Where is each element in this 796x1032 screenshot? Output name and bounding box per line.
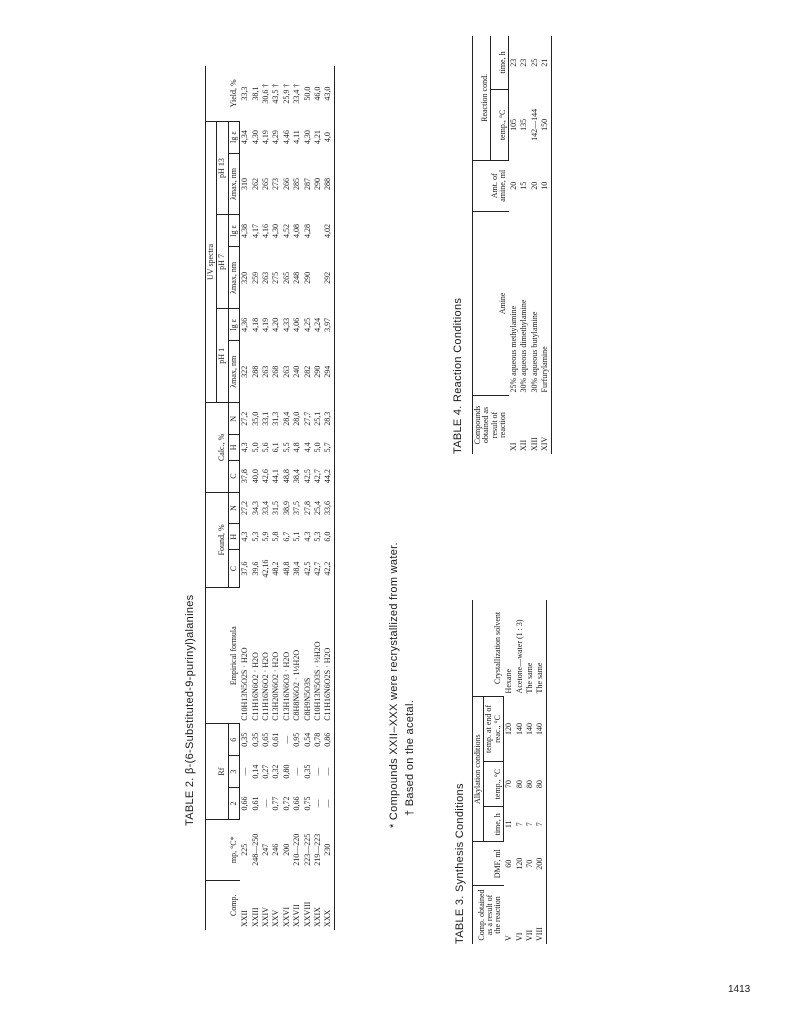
t4-cell-amt: 20 <box>509 181 519 190</box>
t2-cell-fc: 48,2 <box>271 561 281 576</box>
table3-caption: TABLE 3. Synthesis Conditions <box>454 783 466 944</box>
t3-row <box>535 600 546 944</box>
t3-solvent-header: Crystallization solvent <box>473 600 504 696</box>
t2-cell-l13: 288 <box>323 153 334 215</box>
t2-row <box>251 66 261 930</box>
t2-cell-rf2: 0,66 <box>292 796 302 811</box>
t2-cell-e1: 4,19 <box>260 317 270 332</box>
t2-cell-formula: C13H16N6O3 · H2O <box>281 651 291 721</box>
t2-cell-e1: 4,33 <box>281 317 291 332</box>
t3-cell-time: 11 <box>504 820 514 829</box>
t2-ph7-header: pH 7 <box>217 215 228 309</box>
t4-cell-amt: 15 <box>519 181 529 190</box>
t2-cell-rf2: — <box>260 799 270 808</box>
t4-cell-amine: 25% aqueous methylamine <box>509 305 519 393</box>
t2-cell-mp: 248—250 <box>250 833 260 866</box>
t2-cell-fn: 31,5 <box>271 500 281 515</box>
t2-cell-formula: C11H16N6O2 · H2O <box>250 652 260 721</box>
t4-cell-temp: 150 <box>540 90 551 161</box>
t2-cell-comp: XXIV <box>260 907 270 927</box>
t2-cell-formula: C11H16N6O2S · H2O <box>323 588 334 724</box>
t2-cell-rf2: — <box>312 799 322 808</box>
t2-cell-comp: XXVII <box>292 904 302 927</box>
t2-cell-mp: 230 <box>323 819 334 880</box>
t2-cell-cn: 33,1 <box>260 411 270 426</box>
table2-footnote-2: † Based on the acetal. <box>404 699 416 816</box>
t4-cond-header: Reaction cond. <box>473 36 491 160</box>
t3-cell-solvent: Acetone—water (1 : 3) <box>514 619 524 694</box>
t3-cell-comp: V <box>504 935 514 941</box>
t2-cell-yield: 46,0 <box>312 86 322 101</box>
t2-cell-rf3: — <box>323 756 334 788</box>
t2-rf2-header: 2 <box>228 788 239 820</box>
t2-cell-l1: 263 <box>281 365 291 378</box>
t2-cell-l1: 322 <box>240 365 250 378</box>
t2-calc-h-header: H <box>228 435 239 461</box>
t2-cell-formula: C8H8N6O2 · 1½H2O <box>292 649 302 721</box>
t2-cell-fn: 33,4 <box>260 500 270 515</box>
t3-cell-end: 140 <box>524 722 534 735</box>
t2-cell-mp: 225 <box>240 843 250 856</box>
t2-cell-fh: 5,3 <box>312 531 322 542</box>
t2-rf-header: Rf <box>206 724 229 820</box>
t2-cell-e7: 4,30 <box>271 223 281 238</box>
t2-cell-e1: 4,06 <box>292 317 302 332</box>
t4-cell-amine: 30% aqueous dimethylamine <box>519 299 529 393</box>
t2-cell-ch: 5,7 <box>323 435 334 461</box>
t2-ph13-header: pH 13 <box>217 121 228 215</box>
t2-rf6-header: 6 <box>228 724 239 756</box>
t2-cell-fh: 5,9 <box>260 531 270 542</box>
t2-cell-ch: 4,8 <box>292 442 302 453</box>
t2-cell-cn: 28,3 <box>323 403 334 435</box>
t2-cell-rf6: — <box>281 735 291 744</box>
t2-cell-l7: 320 <box>240 271 250 284</box>
t3-cell-comp: VII <box>524 929 534 941</box>
t2-cell-e7: 4,17 <box>250 223 260 238</box>
t2-cell-rf6: 0,95 <box>292 732 302 747</box>
t2-cell-fc: 39,6 <box>250 561 260 576</box>
t3-row <box>525 600 535 944</box>
t2-cell-e13: 4,46 <box>281 130 291 145</box>
t4-row <box>540 36 551 454</box>
t2-cell-rf2: 0,66 <box>240 796 250 811</box>
t2-cell-e13: 4,29 <box>271 130 281 145</box>
t2-cell-cc: 48,8 <box>281 469 291 484</box>
t2-cell-rf2: 0,77 <box>271 796 281 811</box>
t4-cell-amine: 30% aqueous butylamine <box>529 311 539 393</box>
t3-cell-temp: 70 <box>504 780 514 789</box>
t3-row <box>515 600 525 944</box>
t4-row <box>519 36 529 454</box>
t2-cell-formula: C10H13N5O2S · H2O <box>240 647 250 721</box>
t3-cell-end: 140 <box>514 722 524 735</box>
t2-cell-rf6: 0,65 <box>260 732 270 747</box>
t2-cell-comp: XXX <box>323 880 334 930</box>
t3-cell-solvent: Hexane <box>504 669 514 694</box>
t2-comp-header: Comp. <box>206 880 240 930</box>
t2-cell-comp: XXV <box>271 909 281 927</box>
t2-cell-fh: 6,0 <box>323 524 334 550</box>
t2-cell-rf6: 0,35 <box>240 732 250 747</box>
t2-cell-yield: 50,0 <box>302 86 312 101</box>
t2-cell-cc: 42,7 <box>312 469 322 484</box>
t2-cell-ch: 4,4 <box>302 442 312 453</box>
t2-cell-e13: 4,11 <box>292 130 302 144</box>
t2-cell-rf3: — <box>312 767 322 776</box>
t2-cell-e13: 4,19 <box>260 130 270 145</box>
t4-row <box>530 36 540 454</box>
t3-cell-time: 7 <box>514 822 524 827</box>
t2-e7-header: lg ε <box>228 215 239 247</box>
table4-body <box>509 36 552 454</box>
t2-cell-ch: 4,3 <box>240 442 250 453</box>
t3-cell-time: 7 <box>524 822 534 827</box>
t2-cell-l13: 273 <box>271 178 281 191</box>
t2-cell-comp: XXIII <box>250 907 260 927</box>
t2-cell-cc: 42,5 <box>302 469 312 484</box>
t3-cell-dmf: 200 <box>535 842 546 886</box>
t2-cell-e1: 3,97 <box>323 309 334 341</box>
t2-cell-yield: 33,3 <box>240 86 250 101</box>
t3-dmf-header: DMF, ml <box>473 842 504 886</box>
t2-cell-e7 <box>313 215 323 247</box>
t2-cell-l13: 266 <box>281 178 291 191</box>
t4-cell-comp: XIV <box>540 396 551 455</box>
t2-cell-fc: 42,2 <box>323 549 334 587</box>
t2-cell-ch: 5,0 <box>312 442 322 453</box>
t4-cell-time: 25 <box>529 58 539 67</box>
t2-cell-l7: 263 <box>260 271 270 284</box>
t4-comp-header: Compounds obtained as result of reaction <box>473 396 509 455</box>
t3-cell-end: 140 <box>535 696 546 761</box>
t2-cell-e1: 4,24 <box>312 317 322 332</box>
t3-cell-dmf: 120 <box>514 857 524 870</box>
t2-row <box>323 66 334 930</box>
t2-cell-cn: 25,1 <box>312 411 322 426</box>
t2-cell-l1: 288 <box>250 365 260 378</box>
t3-cell-end: 120 <box>504 722 514 735</box>
t2-rf3-header: 3 <box>228 756 239 788</box>
t2-cell-cc: 38,4 <box>292 469 302 484</box>
t2-cell-yield: 38,1 <box>250 86 260 101</box>
t2-cell-fc: 38,4 <box>292 561 302 576</box>
t2-cell-comp: XXII <box>240 910 250 927</box>
t2-cell-rf2: — <box>323 788 334 820</box>
t2-row <box>313 66 323 930</box>
t3-cell-comp: VI <box>514 932 524 941</box>
t2-cell-rf6: 0,35 <box>250 732 260 747</box>
t4-amine-header: Amine <box>473 211 509 395</box>
t2-cell-formula: C10H13N5O3S · ½H2O <box>312 641 322 721</box>
t2-cell-fc: 37,6 <box>240 561 250 576</box>
t2-calc-n-header: N <box>228 403 239 435</box>
t2-cell-cn: 27,7 <box>302 411 312 426</box>
table2-caption: TABLE 2. β-(6-Substituted-9-purinyl)alanines <box>184 594 196 826</box>
t2-cell-e1: 4,20 <box>271 317 281 332</box>
t2-cell-formula: C8H9N5O3S <box>302 677 312 721</box>
t2-cell-fc: 42,5 <box>302 561 312 576</box>
t4-time-header: time, h <box>491 36 509 90</box>
t2-row <box>292 66 302 930</box>
t2-cell-l1: 282 <box>302 365 312 378</box>
t2-cell-e7: 4,38 <box>240 223 250 238</box>
table3 <box>472 600 547 944</box>
t2-cell-comp: XXVIII <box>302 901 312 927</box>
t2-cell-e13: 4,30 <box>302 130 312 145</box>
t2-cell-l7 <box>313 247 323 309</box>
t2-l7-header: λmax, nm <box>228 247 239 309</box>
t2-cell-e7: 4,52 <box>281 223 291 238</box>
t2-cell-formula: C13H20N6O2 · H2O <box>271 651 281 721</box>
t2-cell-e1: 4,25 <box>302 317 312 332</box>
t2-cell-l1: 290 <box>312 365 322 378</box>
t4-row <box>509 36 520 454</box>
t2-found-header: Found, % <box>206 492 229 588</box>
t2-e13-header: lg ε <box>228 121 239 153</box>
t2-cell-yield: 43,0 <box>323 66 334 121</box>
t2-cell-e13: 4,0 <box>323 121 334 153</box>
t4-amt-header: Amt. of amine, ml <box>473 160 509 211</box>
t2-cell-yield: 25,9 † <box>281 83 291 104</box>
t2-cell-l7: 248 <box>292 271 302 284</box>
t2-cell-fh: 6,7 <box>281 531 291 542</box>
t2-cell-yield: 33,4 † <box>292 83 302 104</box>
t2-cell-rf3: — <box>240 767 250 776</box>
t2-cell-l7: 265 <box>281 271 291 284</box>
t2-cell-fn: 33,6 <box>323 492 334 524</box>
t2-row <box>240 66 251 930</box>
t2-cell-cc: 42,6 <box>260 469 270 484</box>
t2-cell-fc: 42,16 <box>260 559 270 578</box>
t4-cell-comp: XII <box>519 439 529 451</box>
t4-cell-comp: XI <box>509 442 519 451</box>
t2-cell-cc: 40,0 <box>250 469 260 484</box>
t3-cell-solvent: The same <box>524 662 534 694</box>
t2-cell-rf3: 0,32 <box>271 764 281 779</box>
t2-cell-ch: 6,1 <box>271 442 281 453</box>
t2-cell-comp: XXIX <box>312 907 322 927</box>
t2-cell-fc: 48,8 <box>281 561 291 576</box>
t2-row <box>303 66 313 930</box>
t2-cell-mp: 219—223 <box>312 833 322 866</box>
t2-cell-mp: 246 <box>271 843 281 856</box>
t2-cell-cn: 31,3 <box>271 411 281 426</box>
t2-cell-rf3: 0,80 <box>281 764 291 779</box>
t2-cell-formula: C11H16N6O2 · H2O <box>260 652 270 721</box>
t2-yield-header: Yield, % <box>206 66 240 121</box>
t3-row <box>504 600 515 944</box>
t2-calc-header: Calc., % <box>206 403 229 492</box>
t2-cell-fh: 5,3 <box>250 531 260 542</box>
t2-cell-l13: 310 <box>240 178 250 191</box>
t2-row <box>282 66 292 930</box>
t2-ph1-header: pH 1 <box>217 309 228 403</box>
t4-cell-time: 21 <box>540 36 551 90</box>
t2-cell-fc: 42,7 <box>312 561 322 576</box>
table2-body <box>240 66 335 930</box>
t2-cell-rf6: 0,61 <box>271 732 281 747</box>
t2-cell-l7: 292 <box>323 247 334 309</box>
t4-cell-amine: Furfurylamine <box>540 211 551 395</box>
t2-cell-e13: 4,34 <box>240 130 250 145</box>
t2-cell-mp: 247 <box>260 843 270 856</box>
t2-cell-ch: 5,5 <box>281 442 291 453</box>
t2-cell-mp: 200 <box>281 843 291 856</box>
t2-cell-rf2: 0,75 <box>302 796 312 811</box>
t2-cell-mp: 223—225 <box>302 833 312 866</box>
t2-cell-fn: 38,9 <box>281 500 291 515</box>
t2-cell-cn: 28,0 <box>292 411 302 426</box>
t4-cell-time: 23 <box>519 58 529 67</box>
t2-cell-fh: 5,8 <box>271 531 281 542</box>
t2-row <box>271 66 281 930</box>
t2-cell-cc: 37,8 <box>240 469 250 484</box>
t2-cell-fn: 25,4 <box>312 500 322 515</box>
t4-temp-header: temp., °C <box>491 90 509 161</box>
t3-cell-temp: 80 <box>524 780 534 789</box>
t3-cell-time: 7 <box>535 807 546 842</box>
t2-found-c-header: C <box>228 549 239 587</box>
t2-cell-l13: 262 <box>250 178 260 191</box>
t2-cell-mp: 210—220 <box>292 833 302 866</box>
t2-cell-ch: 5,0 <box>250 442 260 453</box>
t2-calc-c-header: C <box>228 460 239 492</box>
page-number: 1413 <box>728 984 751 995</box>
t2-mp-header: mp, °C* <box>206 819 240 880</box>
t2-cell-rf3: — <box>292 767 302 776</box>
t3-end-header: temp. at end of reac., °C <box>484 696 504 761</box>
t2-cell-l13: 287 <box>302 178 312 191</box>
t2-cell-rf2: 0,61 <box>250 796 260 811</box>
t2-cell-l13: 265 <box>260 178 270 191</box>
t4-cell-time: 23 <box>509 58 519 67</box>
t2-l13-header: λmax, nm <box>228 153 239 215</box>
table3-body <box>504 600 547 944</box>
t2-cell-e7: 4,08 <box>292 223 302 238</box>
table2-block <box>205 66 335 930</box>
t2-cell-comp: XXVI <box>281 907 291 927</box>
t2-cell-ch: 5,6 <box>260 442 270 453</box>
t2-formula-header: Empirical formula <box>206 588 240 724</box>
t2-found-n-header: N <box>228 492 239 524</box>
t2-cell-fn: 37,5 <box>292 500 302 515</box>
t2-cell-e1: 4,18 <box>250 317 260 332</box>
t2-cell-l13: 290 <box>312 178 322 191</box>
t2-cell-e7: 4,02 <box>323 215 334 247</box>
t2-cell-cc: 44,1 <box>271 469 281 484</box>
t2-cell-l1: 294 <box>323 341 334 403</box>
t2-cell-l1: 240 <box>292 365 302 378</box>
table4-block <box>472 36 552 454</box>
t2-cell-e13: 4,21 <box>312 130 322 145</box>
t2-cell-cn: 28,4 <box>281 411 291 426</box>
t4-cell-comp: XIII <box>529 437 539 451</box>
t2-cell-fn: 27,8 <box>302 500 312 515</box>
t4-cell-temp: 135 <box>519 118 529 131</box>
t2-cell-e1: 4,36 <box>240 317 250 332</box>
t2-cell-rf3: 0,14 <box>250 764 260 779</box>
t2-cell-rf6: 0,54 <box>302 732 312 747</box>
t2-cell-fh: 5,1 <box>292 531 302 542</box>
t3-comp-header: Comp. obtained as a result of the reaction <box>473 886 504 945</box>
t2-cell-fh: 4,3 <box>240 531 250 542</box>
t2-cell-e7: 4,28 <box>302 223 312 238</box>
t3-cell-comp: VIII <box>535 886 546 945</box>
t2-uv-header: UV spectra <box>206 121 217 403</box>
t2-cell-e7: 4,16 <box>260 223 270 238</box>
t2-cell-fn: 34,3 <box>250 500 260 515</box>
t4-cell-amt: 10 <box>540 160 551 211</box>
t4-cell-amt: 20 <box>529 181 539 190</box>
t4-cell-temp: 105 <box>509 118 519 131</box>
t2-cell-l13: 285 <box>292 178 302 191</box>
t4-cell-temp: 142—144 <box>529 108 539 141</box>
t2-cell-yield: 43,5 † <box>271 83 281 104</box>
t2-cell-cn: 35,0 <box>250 411 260 426</box>
t3-time-header: time, h <box>484 807 504 842</box>
t3-cell-temp: 80 <box>535 761 546 806</box>
t2-cell-l7: 259 <box>250 271 260 284</box>
table4-caption: TABLE 4. Reaction Conditions <box>452 297 464 454</box>
t2-cell-l7: 290 <box>302 271 312 284</box>
t2-cell-rf6: 0,78 <box>312 732 322 747</box>
t2-cell-cn: 27,2 <box>240 411 250 426</box>
t2-e1-header: lg ε <box>228 309 239 341</box>
t2-cell-cc: 44,2 <box>323 460 334 492</box>
t2-cell-yield: 30,6 † <box>260 83 270 104</box>
t2-cell-fn: 27,2 <box>240 500 250 515</box>
t2-cell-rf3: 0,27 <box>260 764 270 779</box>
t3-cell-dmf: 60 <box>504 859 514 868</box>
t2-l1-header: λmax, nm <box>228 341 239 403</box>
t2-cell-l1: 263 <box>260 365 270 378</box>
t3-cell-dmf: 70 <box>524 859 534 868</box>
table4 <box>472 36 552 454</box>
t3-alkyl-header: Alkylation conditions <box>473 696 484 841</box>
table2 <box>205 66 335 930</box>
table3-block <box>472 600 547 944</box>
t3-cell-solvent: The same <box>535 600 546 696</box>
t2-found-h-header: H <box>228 524 239 550</box>
t2-cell-e13: 4,30 <box>250 130 260 145</box>
t3-temp-header: temp., °C <box>484 761 504 806</box>
t2-cell-rf3: 0,35 <box>302 764 312 779</box>
t2-cell-fh: 4,3 <box>302 531 312 542</box>
table2-footnote-1: * Compounds XXII–XXX were recrystallized from water. <box>388 542 400 828</box>
t2-cell-rf2: 0,72 <box>281 796 291 811</box>
t2-row <box>261 66 271 930</box>
t2-cell-l7: 275 <box>271 271 281 284</box>
t2-cell-l1: 268 <box>271 365 281 378</box>
t2-cell-rf6: 0,86 <box>323 724 334 756</box>
t3-cell-temp: 80 <box>514 780 524 789</box>
